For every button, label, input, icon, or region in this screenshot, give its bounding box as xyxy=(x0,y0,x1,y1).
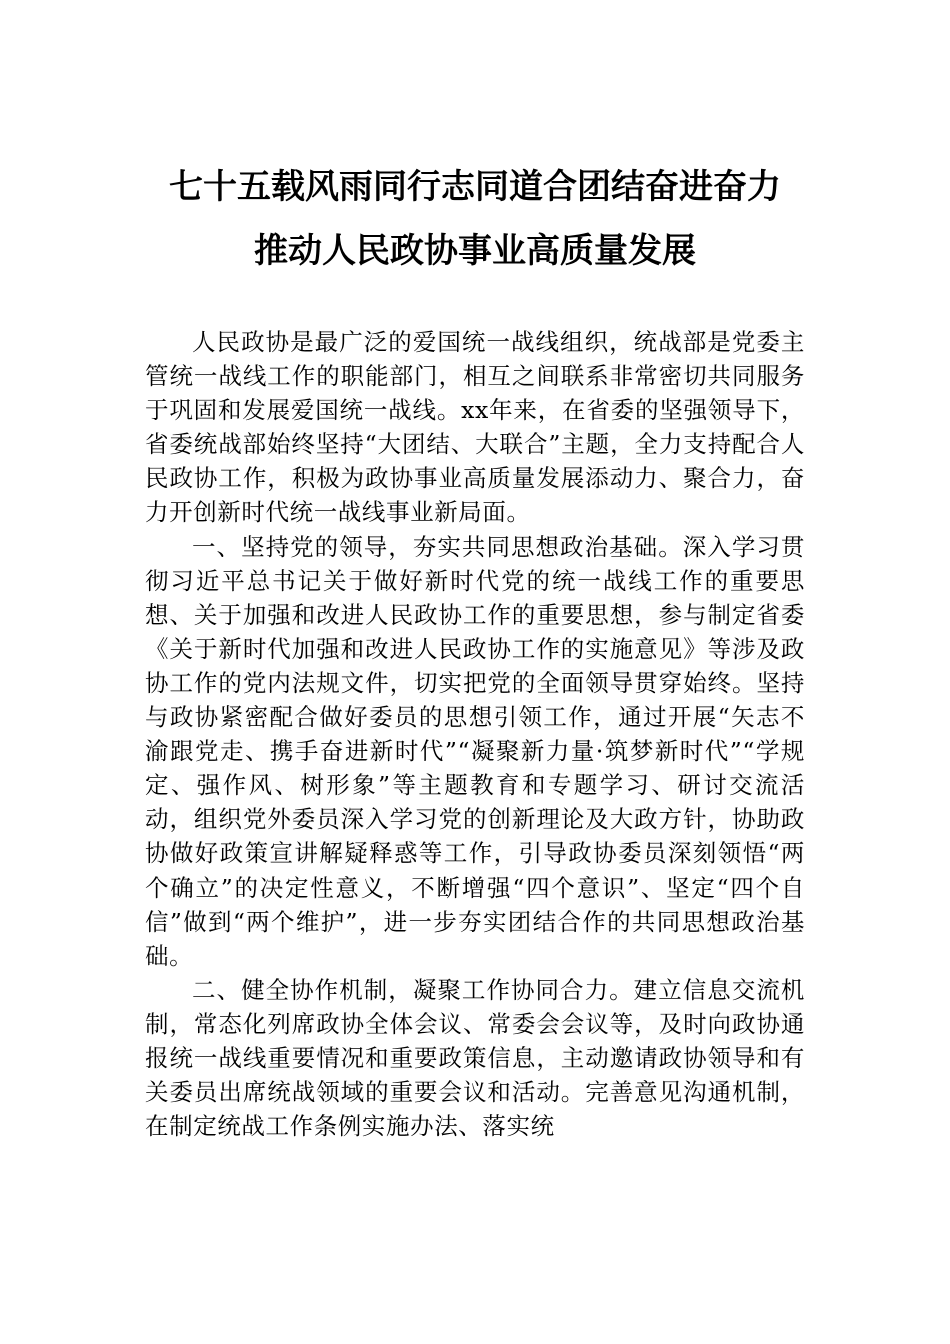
paragraph-intro: 人民政协是最广泛的爱国统一战线组织，统战部是党委主管统一战线工作的职能部门，相互之间联系非常密切共同服务于巩固和发展爱国统一战线。xx年来，在省委的坚强领导下，省委统战部始终坚持“大团结、大联合”主题，全力支持配合人民政协工作，积极为政协事业高质量发展添动力、聚合力，奋力开创新时代统一战线事业新局面。 xyxy=(145,328,805,527)
document-title-line-2: 推动人民政协事业高质量发展 xyxy=(254,231,696,271)
document-title-line-1: 七十五载风雨同行志同道合团结奋进奋力 xyxy=(169,167,781,207)
paragraph-section-2: 二、健全协作机制，凝聚工作协同合力。建立信息交流机制，常态化列席政协全体会议、常委会会议等，及时向政协通报统一战线重要情况和重要政策信息，主动邀请政协领导和有关委员出席统战领域的重要会议和活动。完善意见沟通机制，在制定统战工作条例实施办法、落实统 xyxy=(145,975,805,1141)
paragraph-section-1: 一、坚持党的领导，夯实共同思想政治基础。深入学习贯彻习近平总书记关于做好新时代党的统一战线工作的重要思想、关于加强和改进人民政协工作的重要思想，参与制定省委《关于新时代加强和改进人民政协工作的实施意见》等涉及政协工作的党内法规文件，切实把党的全面领导贯穿始终。坚持与政协紧密配合做好委员的思想引领工作，通过开展“矢志不渝跟党走、携手奋进新时代”“凝聚新力量·筑梦新时代”“学规定、强作风、树形象”等主题教育和专题学习、研讨交流活动，组织党外委员深入学习党的创新理论及大政方针，协助政协做好政策宣讲解疑释惑等工作，引导政协委员深刻领悟“两个确立”的决定性意义，不断增强“四个意识”、坚定“四个自信”做到“两个维护”，进一步夯实团结合作的共同思想政治基础。 xyxy=(145,532,805,970)
document-body xyxy=(145,325,805,1143)
